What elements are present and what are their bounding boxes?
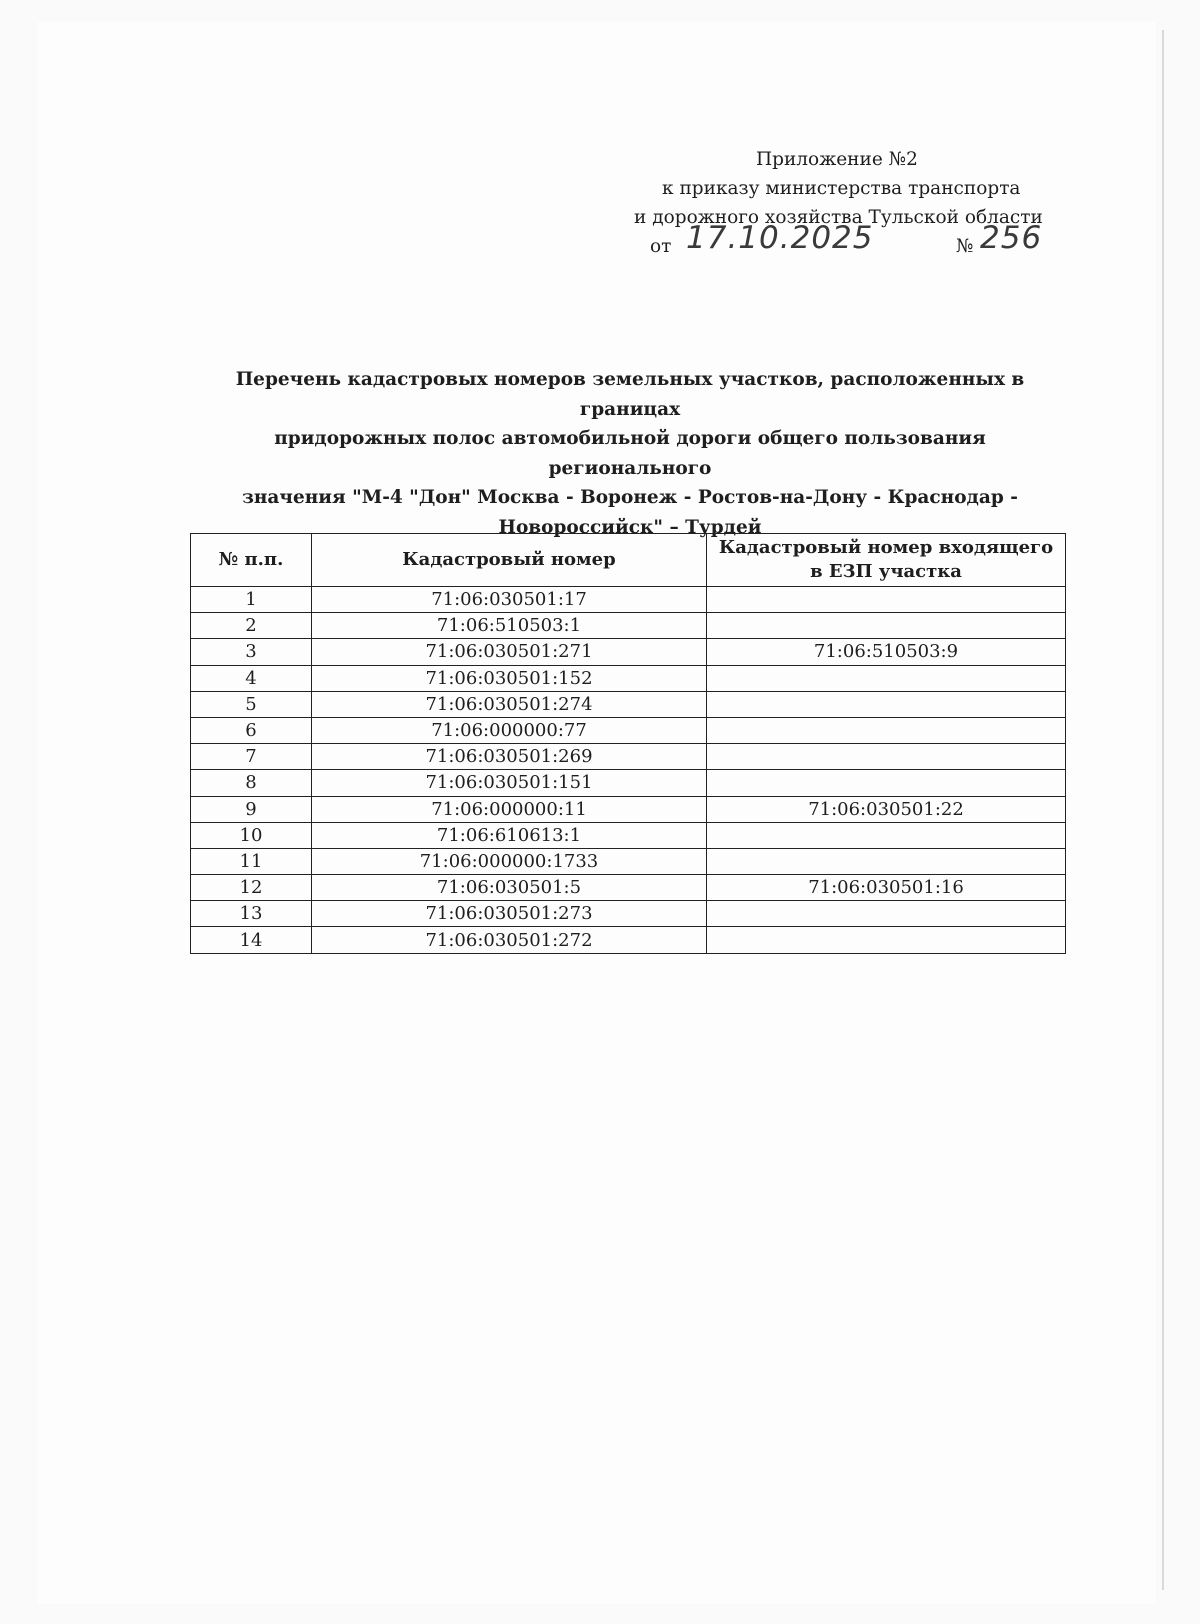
header-cadastral-number: Кадастровый номер — [312, 534, 707, 587]
ezp-number-cell — [707, 613, 1066, 639]
ezp-number-cell — [707, 770, 1066, 796]
page-edge-shadow — [1162, 30, 1164, 1590]
title-line: придорожных полос автомобильной дороги общего пользования регионального — [274, 428, 986, 479]
ezp-number-cell: 71:06:030501:22 — [707, 796, 1066, 822]
handwritten-number: 256 — [980, 220, 1043, 256]
cadastral-number-cell: 71:06:030501:152 — [312, 665, 707, 691]
handwritten-date: 17.10.2025 — [686, 220, 874, 256]
table-row — [191, 744, 1066, 770]
ezp-number-cell — [707, 927, 1066, 953]
cadastral-table — [190, 533, 1066, 954]
table-row — [191, 770, 1066, 796]
table-header-row — [191, 534, 1066, 587]
document-title — [190, 365, 1070, 542]
cadastral-number-cell: 71:06:610613:1 — [312, 822, 707, 848]
cadastral-number-cell: 71:06:030501:151 — [312, 770, 707, 796]
cadastral-number-cell: 71:06:030501:17 — [312, 587, 707, 613]
table-row — [191, 613, 1066, 639]
ezp-number-cell — [707, 901, 1066, 927]
row-number-cell: 6 — [191, 717, 312, 743]
row-number-cell: 14 — [191, 927, 312, 953]
table-row — [191, 822, 1066, 848]
ezp-number-cell — [707, 587, 1066, 613]
header-number: № п.п. — [191, 534, 312, 587]
row-number-cell: 4 — [191, 665, 312, 691]
row-number-cell: 13 — [191, 901, 312, 927]
table-row — [191, 901, 1066, 927]
appendix-header — [620, 145, 1080, 266]
ezp-number-cell — [707, 744, 1066, 770]
cadastral-number-cell: 71:06:030501:271 — [312, 639, 707, 665]
cadastral-number-cell: 71:06:030501:273 — [312, 901, 707, 927]
cadastral-number-cell: 71:06:030501:5 — [312, 875, 707, 901]
row-number-cell: 12 — [191, 875, 312, 901]
row-number-cell: 7 — [191, 744, 312, 770]
table-row — [191, 587, 1066, 613]
table-row — [191, 796, 1066, 822]
ezp-number-cell — [707, 848, 1066, 874]
row-number-cell: 10 — [191, 822, 312, 848]
title-line: значения "М-4 "Дон" Москва - Воронеж - Ростов-на-Дону - Краснодар - — [242, 487, 1018, 508]
row-number-cell: 1 — [191, 587, 312, 613]
cadastral-number-cell: 71:06:030501:269 — [312, 744, 707, 770]
cadastral-number-cell: 71:06:510503:1 — [312, 613, 707, 639]
row-number-cell: 3 — [191, 639, 312, 665]
appendix-date-line — [620, 220, 1080, 266]
title-line: Новороссийск" – Турдей — [498, 516, 762, 538]
table-row — [191, 691, 1066, 717]
ezp-number-cell — [707, 822, 1066, 848]
appendix-title: Приложение №2 — [756, 149, 918, 170]
ezp-number-cell: 71:06:030501:16 — [707, 875, 1066, 901]
title-line: Перечень кадастровых номеров земельных участков, расположенных в границах — [235, 369, 1025, 420]
row-number-cell: 9 — [191, 796, 312, 822]
number-prefix: № — [956, 236, 974, 257]
table-body — [191, 587, 1066, 954]
header-ezp-number: Кадастровый номер входящего в ЕЗП участка — [707, 534, 1066, 587]
row-number-cell: 2 — [191, 613, 312, 639]
row-number-cell: 8 — [191, 770, 312, 796]
table-row — [191, 665, 1066, 691]
ezp-number-cell — [707, 717, 1066, 743]
ezp-number-cell — [707, 665, 1066, 691]
cadastral-number-cell: 71:06:000000:1733 — [312, 848, 707, 874]
appendix-ministry-line: и дорожного хозяйства Тульской области — [634, 207, 1043, 228]
row-number-cell: 11 — [191, 848, 312, 874]
table-row — [191, 639, 1066, 665]
table-row — [191, 848, 1066, 874]
table-row — [191, 927, 1066, 953]
row-number-cell: 5 — [191, 691, 312, 717]
cadastral-number-cell: 71:06:030501:274 — [312, 691, 707, 717]
ezp-number-cell — [707, 691, 1066, 717]
cadastral-number-cell: 71:06:000000:11 — [312, 796, 707, 822]
ezp-number-cell: 71:06:510503:9 — [707, 639, 1066, 665]
cadastral-number-cell: 71:06:030501:272 — [312, 927, 707, 953]
table-row — [191, 717, 1066, 743]
appendix-order-line: к приказу министерства транспорта — [662, 178, 1021, 199]
date-prefix: от — [650, 236, 672, 257]
table-row — [191, 875, 1066, 901]
cadastral-number-cell: 71:06:000000:77 — [312, 717, 707, 743]
